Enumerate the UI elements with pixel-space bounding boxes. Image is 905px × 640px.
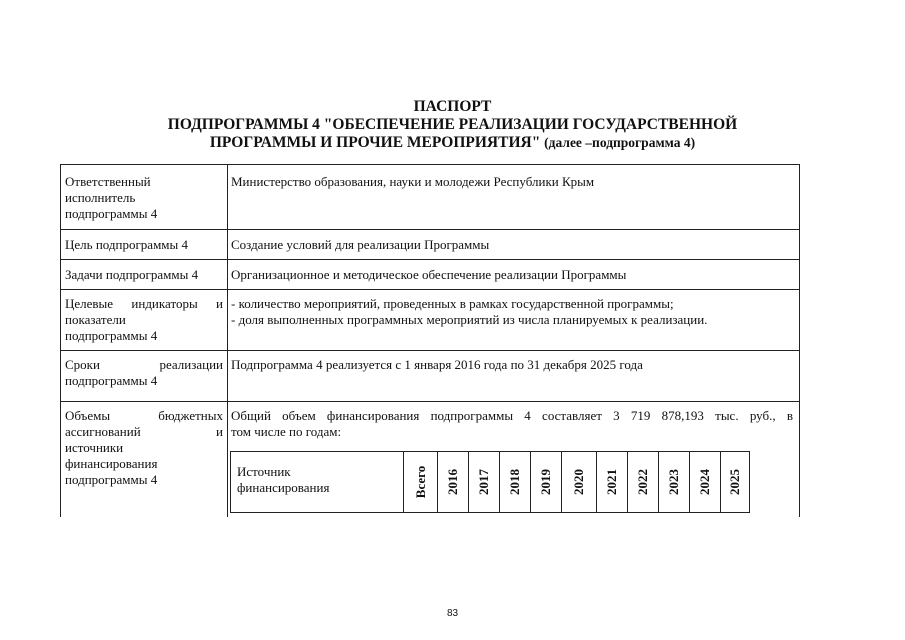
financing-source-header xyxy=(231,452,404,512)
financing-column-2024 xyxy=(690,452,721,512)
financing-column-2021 xyxy=(597,452,628,512)
financing-column-label: 2023 xyxy=(666,469,681,495)
financing-column-label: 2020 xyxy=(571,469,586,495)
row-value-line: - количество мероприятий, проведенных в рамках государственной программы; xyxy=(231,296,674,311)
passport-title xyxy=(100,98,805,152)
row-value xyxy=(231,408,793,440)
row-value: Создание условий для реализации Программы xyxy=(231,237,490,252)
row-label: Ответственный исполнитель подпрограммы 4 xyxy=(65,174,158,221)
page-number: 83 xyxy=(446,608,459,619)
financing-column-total xyxy=(404,452,438,512)
financing-column-2016 xyxy=(438,452,469,512)
row-label xyxy=(65,408,223,488)
row-indicators xyxy=(61,290,799,351)
row-responsible xyxy=(61,165,799,230)
financing-column-2025 xyxy=(721,452,749,512)
row-value: Подпрограмма 4 реализуется с 1 января 2016 года по 31 декабря 2025 года xyxy=(231,357,643,372)
row-label-line: подпрограммы 4 xyxy=(65,373,158,388)
financing-column-label: 2018 xyxy=(507,469,522,495)
title-line-1: ПАСПОРТ xyxy=(413,98,492,115)
financing-column-label: 2024 xyxy=(697,469,712,495)
financing-column-2017 xyxy=(469,452,500,512)
financing-table xyxy=(230,451,750,513)
row-value-line: том числе по годам: xyxy=(231,424,342,439)
row-label xyxy=(65,357,223,389)
row-value-line: Общий объем финансирования подпрограммы 4 составляет 3 719 878,193 тыс. руб., в xyxy=(231,408,793,423)
row-timeline xyxy=(61,351,799,402)
title-line-3 xyxy=(100,134,805,152)
financing-column-label: 2019 xyxy=(538,469,553,495)
row-label xyxy=(65,296,223,344)
row-label-line: ассигнований и xyxy=(65,424,223,439)
row-tasks xyxy=(61,260,799,290)
financing-column-label: 2022 xyxy=(635,469,650,495)
financing-column-label: 2017 xyxy=(476,469,491,495)
row-value: Организационное и методическое обеспечение реализации Программы xyxy=(231,267,627,282)
title-line-3-note: (далее –подпрограмма 4) xyxy=(544,135,696,150)
row-label-line: показатели подпрограммы 4 xyxy=(65,312,158,343)
row-goal xyxy=(61,230,799,260)
row-value xyxy=(231,296,793,328)
title-line-2: ПОДПРОГРАММЫ 4 "ОБЕСПЕЧЕНИЕ РЕАЛИЗАЦИИ ГОСУДАРСТВЕННОЙ xyxy=(167,116,738,133)
financing-column-2019 xyxy=(531,452,562,512)
row-label-line: источники финансирования подпрограммы 4 xyxy=(65,440,158,487)
title-line-3-bold: ПРОГРАММЫ И ПРОЧИЕ МЕРОПРИЯТИЯ" xyxy=(209,134,541,151)
row-value: Министерство образования, науки и молодежи Республики Крым xyxy=(231,174,595,189)
row-label-line: Объемы бюджетных xyxy=(65,408,223,423)
row-value-line: - доля выполненных программных мероприятий из числа планируемых к реализации. xyxy=(231,312,708,327)
financing-column-2020 xyxy=(562,452,597,512)
row-label: Цель подпрограммы 4 xyxy=(65,237,189,252)
financing-column-2023 xyxy=(659,452,690,512)
financing-column-label: 2016 xyxy=(445,469,460,495)
row-label-line: Целевые индикаторы и xyxy=(65,296,223,311)
financing-column-label: 2021 xyxy=(604,469,619,495)
row-label: Задачи подпрограммы 4 xyxy=(65,267,199,282)
financing-column-label: 2025 xyxy=(727,469,742,495)
row-label-line: Сроки реализации xyxy=(65,357,223,372)
financing-source-label: Источник финансирования xyxy=(237,464,330,495)
financing-column-2018 xyxy=(500,452,531,512)
financing-column-2022 xyxy=(628,452,659,512)
financing-column-label: Всего xyxy=(412,465,428,499)
